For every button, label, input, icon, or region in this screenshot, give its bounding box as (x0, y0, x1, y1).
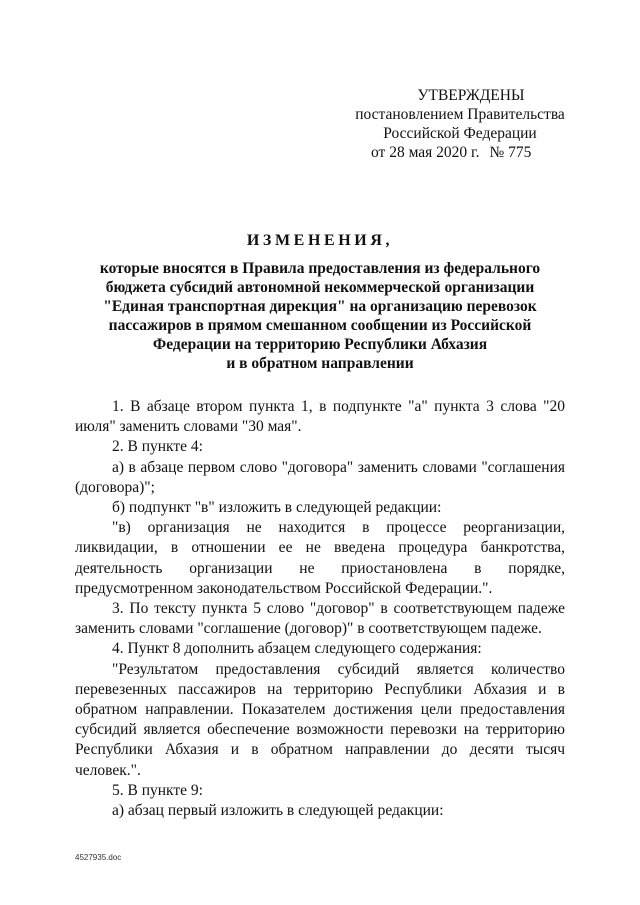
title-line: бюджета субсидий автономной некоммерческой организации (105, 279, 535, 296)
paragraph-3: 3. По тексту пункта 5 слово "договор" в соответствующем падеже заменить словами "соглашение (договор)" в соответствующем падеже. (75, 600, 565, 638)
paragraph-1: 1. В абзаце втором пункта 1, в подпункте "а" пункта 3 слова "20 июля" заменить словами "30 мая". (75, 398, 565, 436)
title-line: Федерации на территорию Республики Абхазия (152, 336, 488, 353)
approval-stamp (340, 86, 580, 162)
approval-heading: УТВЕРЖДЕНЫ (417, 87, 525, 104)
title-line: и в обратном направлении (226, 355, 414, 372)
title-line: пассажиров в прямом смешанном сообщении из Российской (108, 317, 532, 334)
approval-line-2: Российской Федерации (383, 125, 537, 142)
title-heading: ИЗМЕНЕНИЯ, (246, 232, 394, 249)
paragraph-5: 5. В пункте 9: (112, 781, 203, 799)
approval-date: от 28 мая 2020 г. (371, 144, 480, 161)
approval-line-1: постановлением Правительства (355, 106, 565, 123)
paragraph-2: 2. В пункте 4: (112, 438, 203, 456)
document-body (75, 397, 565, 821)
paragraph-2b-text: "в) организация не находится в процессе реорганизации, ликвидации, в отношении ее не введена процедура банкротства, деятельность организации не приостановлена в порядке, предусмотренном законодательством Российской Федерации.". (75, 519, 565, 597)
approval-date-line (340, 143, 580, 162)
paragraph-4-text: "Результатом предоставления субсидий является количество перевезенных пассажиров на территорию Республики Абхазия и в обратном направлении. Показателем достижения цели предоставления субсидий является обеспечение возможности перевозки на территорию Республики Абхазия и в обратном направлении до десяти тысяч человек.". (75, 660, 565, 779)
file-code: 4527935.doc (75, 853, 122, 862)
paragraph-4: 4. Пункт 8 дополнить абзацем следующего содержания: (112, 640, 482, 658)
paragraph-5a: а) абзац первый изложить в следующей редакции: (112, 802, 444, 820)
title-line: которые вносятся в Правила предоставления из федерального (99, 260, 541, 277)
document-title (60, 232, 580, 373)
approval-number: № 775 (489, 144, 532, 161)
title-line: "Единая транспортная дирекция" на организацию перевозок (103, 298, 537, 315)
paragraph-2a: а) в абзаце первом слово "договора" заменить словами "соглашения (договора)"; (75, 458, 565, 496)
paragraph-2b: б) подпункт "в" изложить в следующей редакции: (112, 499, 442, 517)
